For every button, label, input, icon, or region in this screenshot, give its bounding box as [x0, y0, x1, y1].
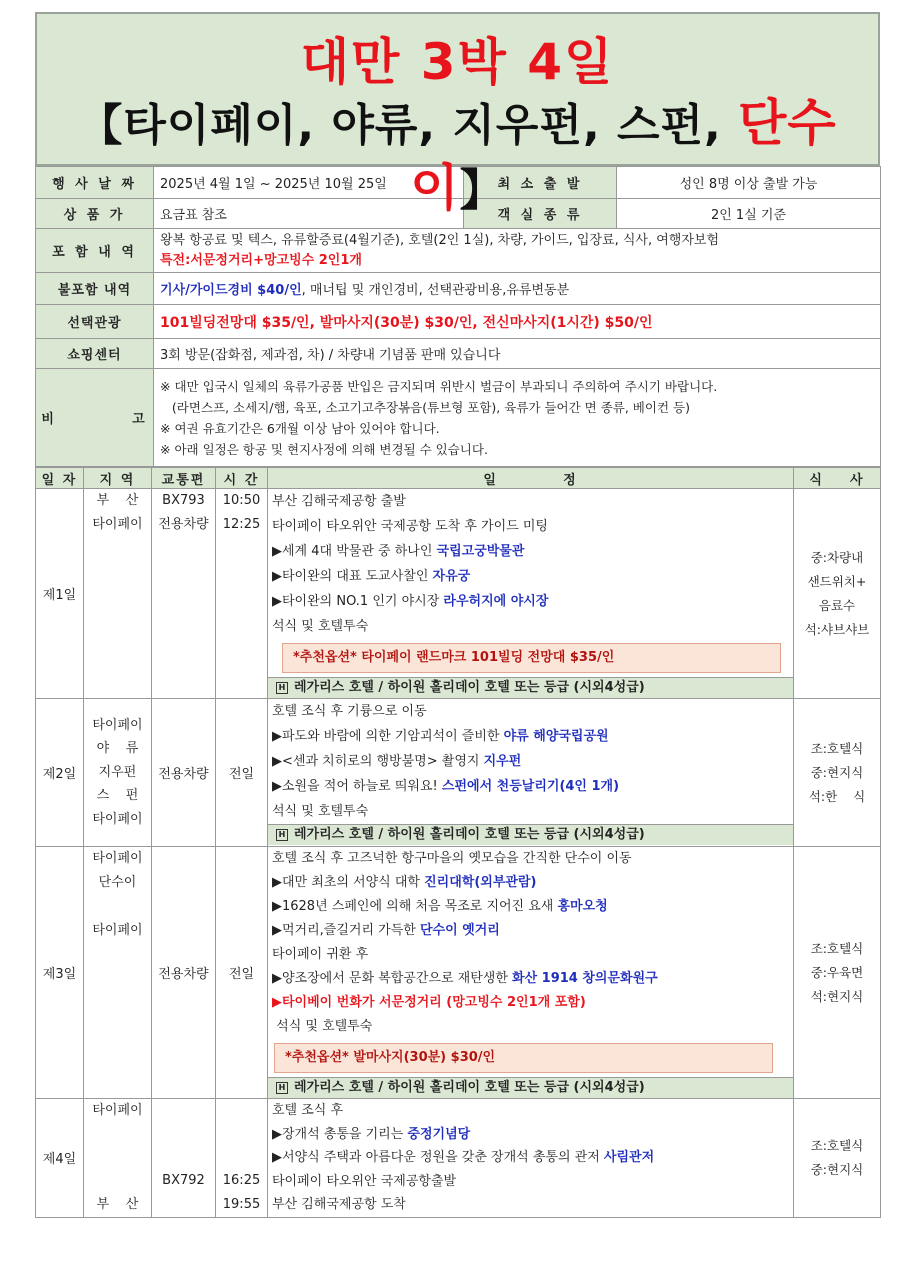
meal: 조:호텔식: [810, 940, 864, 956]
schedule-text: 호텔 조식 후 고즈넉한 항구마을의 옛모습을 간직한 단수이 이동: [272, 851, 632, 866]
price-label: 상 품 가: [36, 199, 154, 229]
remarks-value: [154, 369, 881, 467]
schedule-line: [272, 749, 789, 774]
meals-cell: [794, 699, 881, 847]
meal: 석:현지식: [810, 988, 864, 1004]
time: 전일: [216, 699, 268, 847]
schedule-text: ▶대만 최초의 서양식 대학: [272, 875, 425, 890]
meals-cell: [794, 489, 881, 699]
day-row: [36, 1099, 881, 1218]
region: 타이페이: [92, 517, 143, 532]
time: 전일: [216, 847, 268, 1099]
time: 10:50: [222, 493, 261, 508]
attraction-highlight: 진리대학(외부관람): [424, 875, 537, 890]
schedule-text: 타이페이 타오위안 국제공항 도착 후 가이드 미팅: [272, 519, 548, 534]
schedule-header: [36, 468, 881, 489]
attraction-highlight: 지우펀: [483, 754, 522, 769]
schedule-text: ▶1628년 스페인에 의해 처음 목조로 지어진 요새: [272, 899, 558, 914]
remark-2: (라면스프, 소세지/햄, 육포, 소고기고추장볶음(튜브형 포함), 육류가 들어간 면 종류, 베이컨 등): [160, 399, 690, 415]
transport-spacer: [156, 1099, 211, 1169]
title-line-2-post: 】: [459, 165, 505, 216]
day-row: [36, 847, 881, 1099]
hotel-icon: H: [276, 829, 288, 841]
region: 단수이: [98, 875, 137, 890]
attraction-highlight: 단수이 옛거리: [419, 923, 500, 938]
meals-cell: [794, 847, 881, 1099]
included-label: 포 함 내 역: [36, 229, 154, 273]
region: 타이페이: [92, 1103, 143, 1118]
schedule-text: ▶양조장에서 문화 복합공간으로 재탄생한: [272, 971, 513, 986]
schedule-line: [272, 943, 789, 967]
day-row: [36, 489, 881, 699]
schedule-text: 호텔 조식 후: [272, 1103, 344, 1118]
time: 19:55: [222, 1196, 261, 1212]
time-cell: [216, 1099, 268, 1218]
meal: 석:한 식: [808, 788, 866, 804]
title-line-2-pre: 【타이페이, 야류, 지우펀, 스펀,: [78, 100, 739, 151]
schedule-line: [272, 1015, 789, 1039]
meal: 조:호텔식: [810, 740, 864, 756]
header-meals: 식 사: [794, 468, 881, 489]
excluded-guide-fee: 기사/가이드경비 $40/인: [160, 283, 302, 298]
transport-cell: [152, 1099, 216, 1218]
schedule-line: [272, 871, 789, 895]
hotel-text: 레가리스 호텔 / 하이원 홀리데이 호텔 또는 등급 (시외4성급): [294, 827, 645, 842]
attraction-highlight: 라우허지에 야시장: [443, 594, 549, 609]
schedule-cell: [268, 847, 794, 1099]
price-value: 요금표 참조: [154, 199, 464, 229]
schedule-line: [272, 589, 789, 614]
attraction-highlight: 자유궁: [432, 569, 471, 584]
schedule-line: [272, 799, 789, 824]
region: 타이페이: [92, 923, 143, 938]
shopping-label: 쇼핑센터: [36, 339, 154, 369]
region: 타이페이: [92, 851, 143, 866]
day-label: 제1일: [36, 489, 84, 699]
meals-cell: [794, 1099, 881, 1218]
attraction-highlight: 국립고궁박물관: [436, 544, 525, 559]
schedule-text: 부산 김해국제공항 도착: [272, 1197, 406, 1212]
attraction-highlight: 사림관저: [603, 1150, 655, 1165]
schedule-line: [272, 514, 789, 539]
schedule-line: [272, 774, 789, 799]
schedule-line: [272, 1123, 789, 1147]
hotel-info: [268, 1077, 793, 1098]
meal: 조:호텔식: [810, 1137, 864, 1153]
meal: 중:차량내: [810, 549, 864, 565]
remark-3: ※ 여권 유효기간은 6개월 이상 남아 있어야 합니다.: [160, 420, 440, 436]
schedule-line: [272, 724, 789, 749]
time: 12:25: [222, 517, 261, 532]
schedule-text: 호텔 조식 후 기륭으로 이동: [272, 704, 427, 719]
schedule-line: [272, 1193, 789, 1217]
attraction-highlight: 홍마오청: [557, 899, 608, 914]
schedule-text: ▶타이완의 NO.1 인기 야시장: [272, 594, 444, 609]
recommended-option: *추천옵션* 발마사지(30분) $30/인: [274, 1043, 773, 1073]
region: 부 산: [96, 1196, 139, 1212]
schedule-text: ▶파도와 바람에 의한 기암괴석이 즐비한: [272, 729, 504, 744]
schedule-text: 석식 및 호텔투숙: [272, 1019, 373, 1034]
region: 야 류: [96, 741, 139, 757]
recommended-option: *추천옵션* 타이페이 랜드마크 101빌딩 전망대 $35/인: [282, 643, 781, 673]
meal: 중:우육면: [810, 964, 864, 980]
meal: 중:현지식: [810, 1161, 864, 1177]
schedule-text: ▶<센과 치히로의 행방불명> 촬영지: [272, 754, 484, 769]
region: 타이페이: [92, 717, 143, 733]
time-cell: [216, 489, 268, 699]
remarks-label: 비 고: [36, 369, 154, 467]
attraction-highlight: 야류 해양국립공원: [503, 729, 609, 744]
room-type-label: 객 실 종 류: [464, 199, 617, 229]
schedule-text: 석식 및 호텔투숙: [272, 804, 369, 819]
header-day: 일 자: [36, 468, 84, 489]
meal: 샌드위치+: [807, 573, 867, 589]
schedule-line: [272, 699, 789, 724]
transport: BX792: [162, 1173, 205, 1188]
schedule-line: [272, 1170, 789, 1194]
schedule-text: ▶타이완의 대표 도교사찰인: [272, 569, 433, 584]
schedule-line: [272, 539, 789, 564]
excluded-value: [154, 273, 881, 305]
optional-tour-value: 101빌딩전망대 $35/인, 발마사지(30분) $30/인, 전신마사지(1시간) $50/인: [154, 305, 881, 339]
day-label: 제4일: [36, 1099, 84, 1218]
meal: 음료수: [818, 597, 856, 613]
schedule-text: 부산 김해국제공항 출발: [272, 494, 406, 509]
included-value: [154, 229, 881, 273]
min-departure-label: 최 소 출 발: [464, 167, 617, 199]
meal: 석:샤브샤브: [804, 621, 870, 637]
schedule-line-special: ▶타이베이 번화가 서문정거리 (망고빙수 2인1개 포함): [272, 995, 586, 1010]
optional-tour-label: 선택관광: [36, 305, 154, 339]
room-type-value: 2인 1실 기준: [617, 199, 881, 229]
title-line-2-highlight: 단수이: [410, 94, 837, 217]
remark-4: ※ 아래 일정은 항공 및 현지사정에 의해 변경될 수 있습니다.: [160, 441, 488, 457]
header-transport: 교통편: [152, 468, 216, 489]
transport: 전용차량: [152, 699, 216, 847]
excluded-label: 불포함 내역: [36, 273, 154, 305]
included-special: 특전:서문정거리+망고빙수 2인1개: [160, 252, 362, 268]
schedule-line: [272, 614, 789, 639]
title-line-1: 대만 3박 4일: [300, 33, 615, 91]
schedule-cell: [268, 489, 794, 699]
schedule-text: 타이페이 귀환 후: [272, 947, 369, 962]
meal: 중:현지식: [810, 764, 864, 780]
schedule-line: [272, 489, 789, 514]
included-text: 왕복 항공료 및 텍스, 유류할증료(4월기준), 호텔(2인 1실), 차량, 가이드, 입장료, 식사, 여행자보험: [160, 232, 720, 248]
date-label: 행 사 날 짜: [36, 167, 154, 199]
header-schedule: 일 정: [268, 468, 794, 489]
hotel-icon: H: [276, 682, 288, 694]
region: 부 산: [96, 493, 139, 508]
time-spacer: [220, 1099, 263, 1169]
schedule-line: [272, 847, 789, 871]
schedule-line: [272, 895, 789, 919]
region: 스 펀: [96, 788, 139, 804]
attraction-highlight: 스펀에서 천등날리기(4인 1개): [441, 779, 620, 794]
day-label: 제2일: [36, 699, 84, 847]
schedule-text: 타이페이 타오위안 국제공항출발: [272, 1173, 457, 1189]
date-value: 2025년 4월 1일 ~ 2025년 10월 25일: [154, 167, 464, 199]
transport: 전용차량: [158, 517, 209, 532]
transport: 전용차량: [152, 847, 216, 1099]
hotel-text: 레가리스 호텔 / 하이원 홀리데이 호텔 또는 등급 (시외4성급): [294, 680, 645, 695]
schedule-text: ▶장개석 총통을 기리는: [272, 1126, 408, 1142]
schedule-line: [272, 1099, 789, 1123]
schedule-cell: [268, 1099, 794, 1218]
schedule-text: ▶세계 4대 박물관 중 하나인: [272, 544, 437, 559]
hotel-info: [268, 677, 793, 698]
schedule-text: ▶서양식 주택과 아름다운 정원을 갖춘 장개석 총통의 관저: [272, 1150, 604, 1165]
schedule-text: ▶소원을 적어 하늘로 띄워요!: [272, 779, 442, 794]
remark-1: ※ 대만 입국시 일체의 육류가공품 반입은 금지되며 위반시 벌금이 부과되니 주의하여 주시기 바랍니다.: [160, 378, 718, 394]
transport: BX793: [162, 493, 205, 508]
time: 16:25: [222, 1173, 261, 1188]
shopping-value: 3회 방문(잡화점, 제과점, 차) / 차량내 기념품 판매 있습니다: [154, 339, 881, 369]
day-label: 제3일: [36, 847, 84, 1099]
region: 타이페이: [92, 811, 143, 827]
region-cell: [84, 1099, 152, 1218]
day-row: [36, 699, 881, 847]
schedule-text: 석식 및 호텔투숙: [272, 619, 369, 634]
schedule-line: [272, 919, 789, 943]
attraction-highlight: 화산 1914 창의문화원구: [512, 971, 658, 986]
region-spacer: [88, 895, 147, 919]
hotel-icon: H: [276, 1082, 288, 1094]
schedule-text: ▶먹거리,즐길거리 가득한: [272, 923, 420, 938]
min-departure-value: 성인 8명 이상 출발 가능: [617, 167, 881, 199]
hotel-text: 레가리스 호텔 / 하이원 홀리데이 호텔 또는 등급 (시외4성급): [294, 1080, 645, 1095]
attraction-highlight: 중정기념당: [407, 1126, 471, 1142]
schedule-line: [272, 564, 789, 589]
itinerary-sheet: [35, 12, 880, 1218]
schedule-table: [35, 467, 881, 1218]
region-spacer: [88, 1123, 147, 1193]
header-region: 지 역: [84, 468, 152, 489]
region-cell: [84, 847, 152, 1099]
header-time: 시 간: [216, 468, 268, 489]
excluded-rest: , 매너팁 및 개인경비, 선택관광비용,유류변동분: [301, 283, 570, 298]
schedule-line: [272, 967, 789, 991]
region-cell: [84, 699, 152, 847]
region: 지우펀: [98, 764, 137, 780]
region-cell: [84, 489, 152, 699]
schedule-line: [272, 1146, 789, 1170]
hotel-info: [268, 824, 793, 845]
schedule-cell: [268, 699, 794, 847]
transport-cell: [152, 489, 216, 699]
